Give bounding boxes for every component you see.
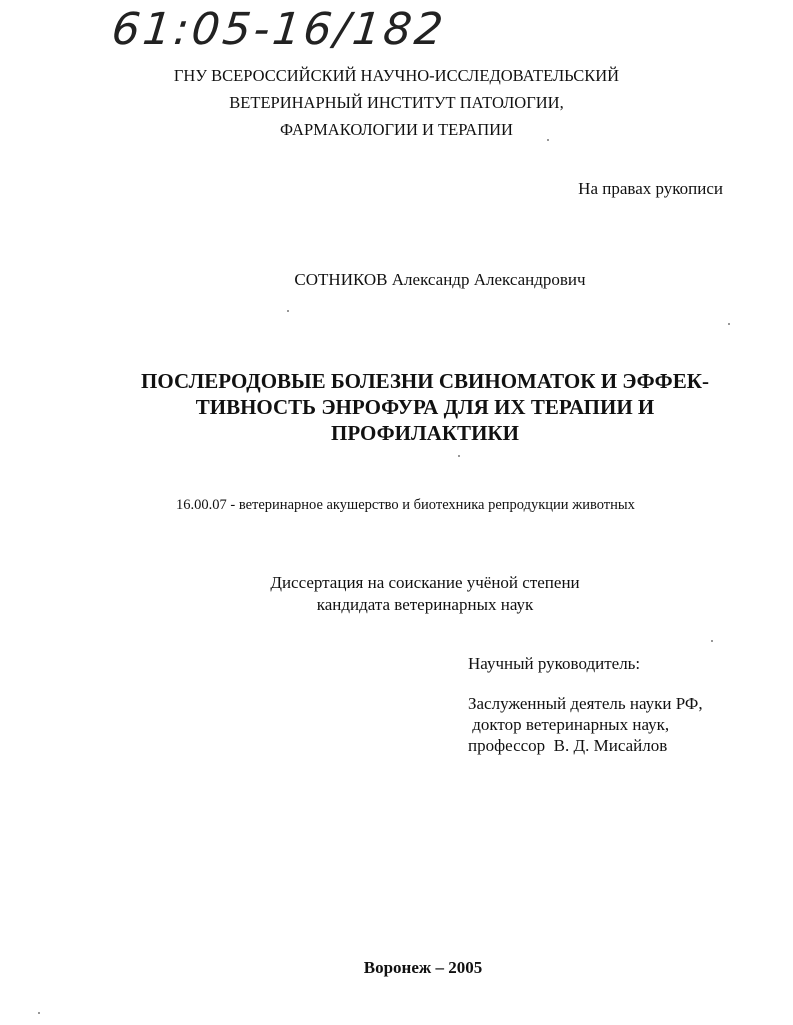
institution-line-2: ВЕТЕРИНАРНЫЙ ИНСТИТУТ ПАТОЛОГИИ, <box>229 93 564 112</box>
scan-speck <box>711 640 713 642</box>
supervisor-line-1: Заслуженный деятель науки РФ, <box>468 694 703 713</box>
supervisor-details <box>468 693 703 756</box>
specialty-code: 16.00.07 - ветеринарное акушерство и биотехника репродукции животных <box>176 497 635 513</box>
scan-speck <box>287 310 289 312</box>
supervisor-line-3: профессор В. Д. Мисайлов <box>468 736 668 755</box>
institution-line-1: ГНУ ВСЕРОССИЙСКИЙ НАУЧНО-ИССЛЕДОВАТЕЛЬСКИЙ <box>173 66 620 85</box>
scan-speck <box>547 139 549 141</box>
title-line-1: ПОСЛЕРОДОВЫЕ БОЛЕЗНИ СВИНОМАТОК И ЭФФЕК- <box>141 369 709 393</box>
author-name: СОТНИКОВ Александр Александрович <box>294 270 586 289</box>
supervisor-label: Научный руководитель: <box>468 654 641 673</box>
rights-note: На правах рукописи <box>578 179 723 198</box>
thesis-type-line-2: кандидата ветеринарных наук <box>316 595 534 614</box>
scan-speck <box>728 323 730 325</box>
institution-line-3: ФАРМАКОЛОГИИ И ТЕРАПИИ <box>280 120 513 139</box>
thesis-type-line-1: Диссертация на соискание учёной степени <box>270 573 580 592</box>
city-year: Воронеж – 2005 <box>363 958 483 977</box>
scan-speck <box>458 455 460 457</box>
institution-name <box>0 62 793 143</box>
scan-speck <box>38 1012 40 1014</box>
thesis-type <box>200 572 650 616</box>
title-line-2: ТИВНОСТЬ ЭНРОФУРА ДЛЯ ИХ ТЕРАПИИ И <box>195 395 655 419</box>
title-line-3: ПРОФИЛАКТИКИ <box>331 421 519 445</box>
supervisor-line-2: доктор ветеринарных наук, <box>468 715 670 734</box>
handwritten-catalog-number: 61:05-16/182 <box>109 4 449 55</box>
thesis-title <box>100 368 750 446</box>
